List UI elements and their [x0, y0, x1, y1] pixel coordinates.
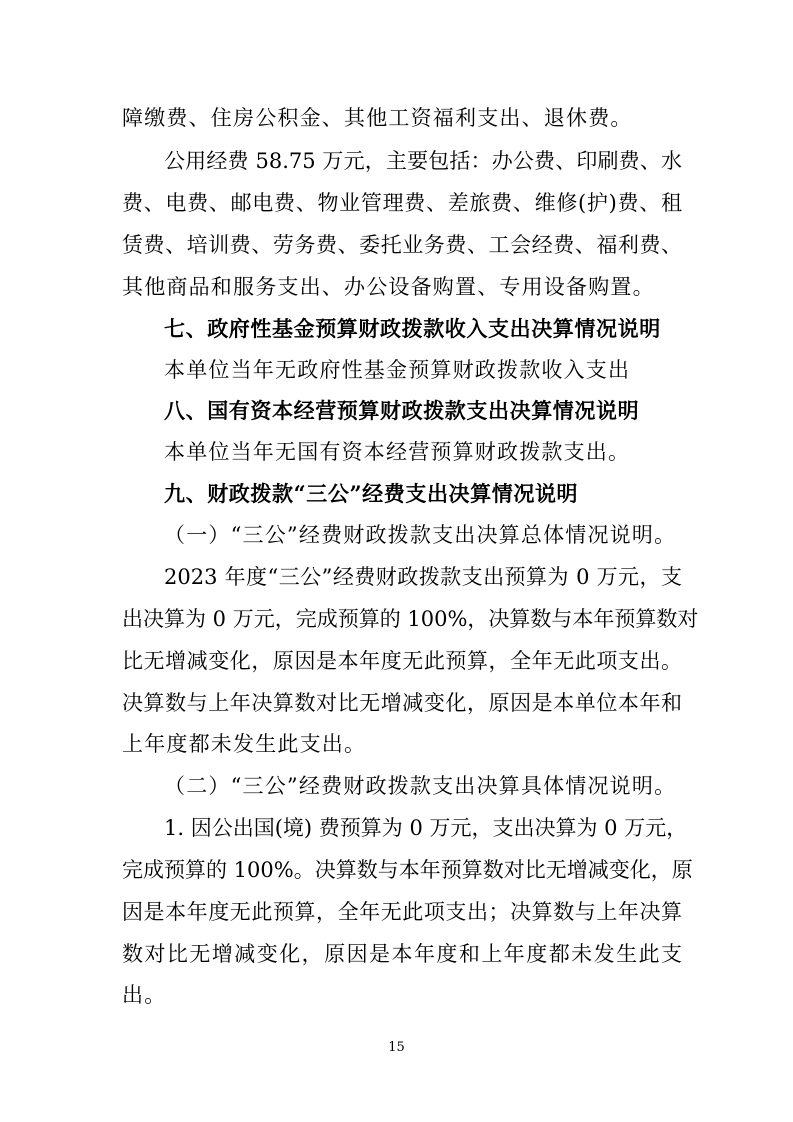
page-number: 15	[388, 1040, 405, 1055]
subsection-heading-2: （二）“三公”经费财政拨款支出决算具体情况说明。	[164, 774, 677, 798]
paragraph-line: 2023 年度“三公”经费财政拨款支出预算为 0 万元，支	[164, 565, 682, 589]
paragraph-line: 本单位当年无政府性基金预算财政拨款收入支出	[164, 358, 631, 382]
paragraph-line: 1. 因公出国(境) 费预算为 0 万元，支出决算为 0 万元，	[164, 816, 688, 840]
paragraph-line: 决算数与上年决算数对比无增减变化，原因是本单位本年和	[122, 691, 682, 715]
paragraph-line: 其他商品和服务支出、办公设备购置、专用设备购置。	[122, 275, 655, 299]
section-heading-8: 八、国有资本经营预算财政拨款支出决算情况说明	[164, 398, 640, 423]
paragraph-line: 出。	[122, 983, 167, 1007]
paragraph-line: 出决算为 0 万元，完成预算的 100%，决算数与本年预算数对	[122, 607, 699, 631]
section-heading-9: 九、财政拨款“三公”经费支出决算情况说明	[164, 481, 579, 506]
paragraph-line: 赁费、培训费、劳务费、委托业务费、工会经费、福利费、	[122, 233, 682, 257]
paragraph-line: 上年度都未发生此支出。	[122, 732, 367, 756]
section-heading-7: 七、政府性基金预算财政拨款收入支出决算情况说明	[164, 316, 661, 341]
paragraph-line: 比无增减变化，原因是本年度无此预算，全年无此项支出。	[122, 649, 682, 673]
paragraph-line: 公用经费 58.75 万元，主要包括：办公费、印刷费、水	[164, 149, 682, 173]
paragraph-line: 因是本年度无此预算，全年无此项支出；决算数与上年决算	[122, 900, 682, 924]
subsection-heading-1: （一）“三公”经费财政拨款支出决算总体情况说明。	[164, 523, 677, 547]
paragraph-line: 障缴费、住房公积金、其他工资福利支出、退休费。	[122, 106, 633, 130]
paragraph-line: 本单位当年无国有资本经营预算财政拨款支出。	[164, 440, 631, 464]
paragraph-line: 费、电费、邮电费、物业管理费、差旅费、维修(护)费、租	[122, 191, 682, 215]
paragraph-line: 完成预算的 100%。决算数与本年预算数对比无增减变化，原	[122, 858, 693, 882]
paragraph-line: 数对比无增减变化，原因是本年度和上年度都未发生此支	[122, 942, 682, 966]
